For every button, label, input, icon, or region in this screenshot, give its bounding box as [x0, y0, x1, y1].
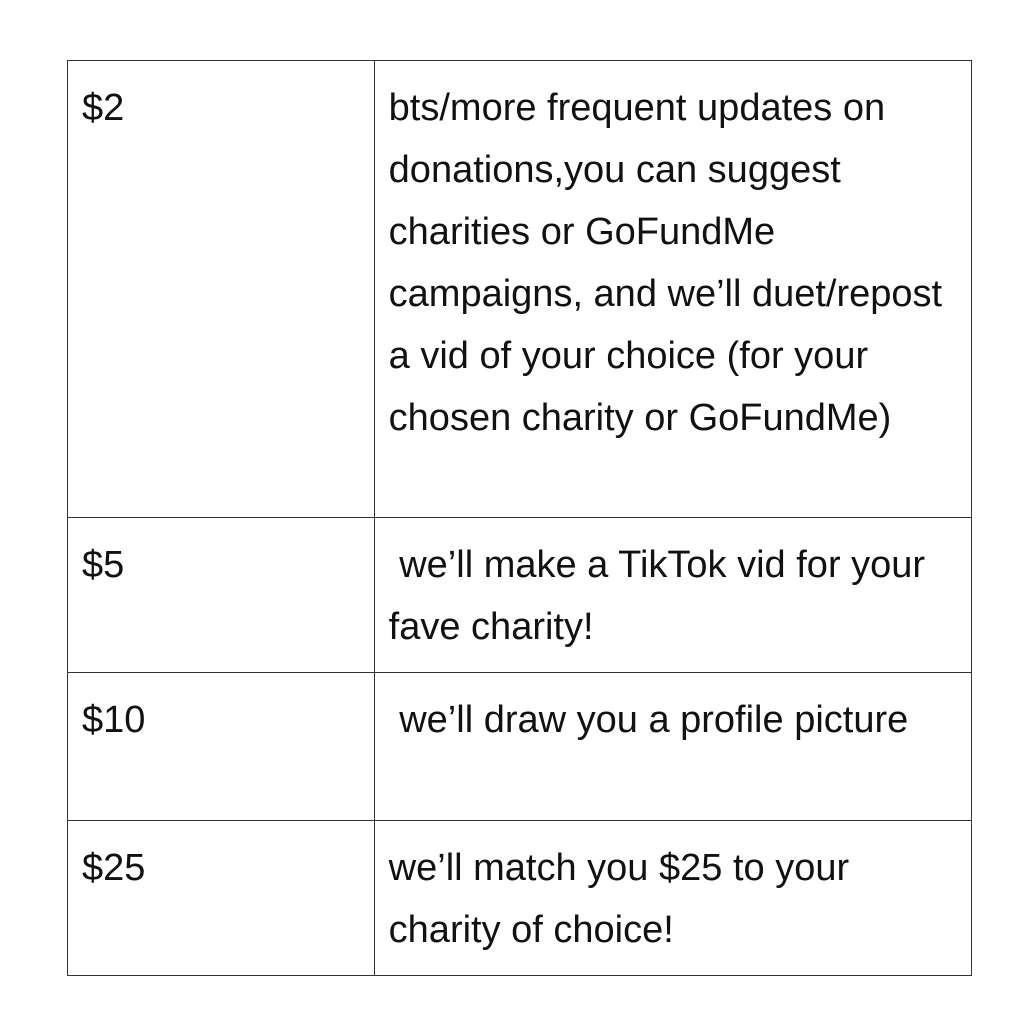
tier-perk: we’ll make a TikTok vid for your fave charity!	[374, 518, 971, 673]
tier-row	[68, 673, 972, 821]
tier-price: $25	[68, 821, 375, 976]
tier-row	[68, 61, 972, 518]
tier-perk: bts/more frequent updates on donations,you can suggest charities or GoFundMe campaigns, and we’ll duet/repost a vid of your choice (for your chosen charity or GoFundMe)	[374, 61, 971, 518]
tier-perk: we’ll match you $25 to your charity of choice!	[374, 821, 971, 976]
tier-price: $5	[68, 518, 375, 673]
tier-row	[68, 518, 972, 673]
tier-price: $10	[68, 673, 375, 821]
donation-tiers-table	[67, 60, 972, 976]
tier-price: $2	[68, 61, 375, 518]
tier-perk: we’ll draw you a profile picture	[374, 673, 971, 821]
tier-row	[68, 821, 972, 976]
